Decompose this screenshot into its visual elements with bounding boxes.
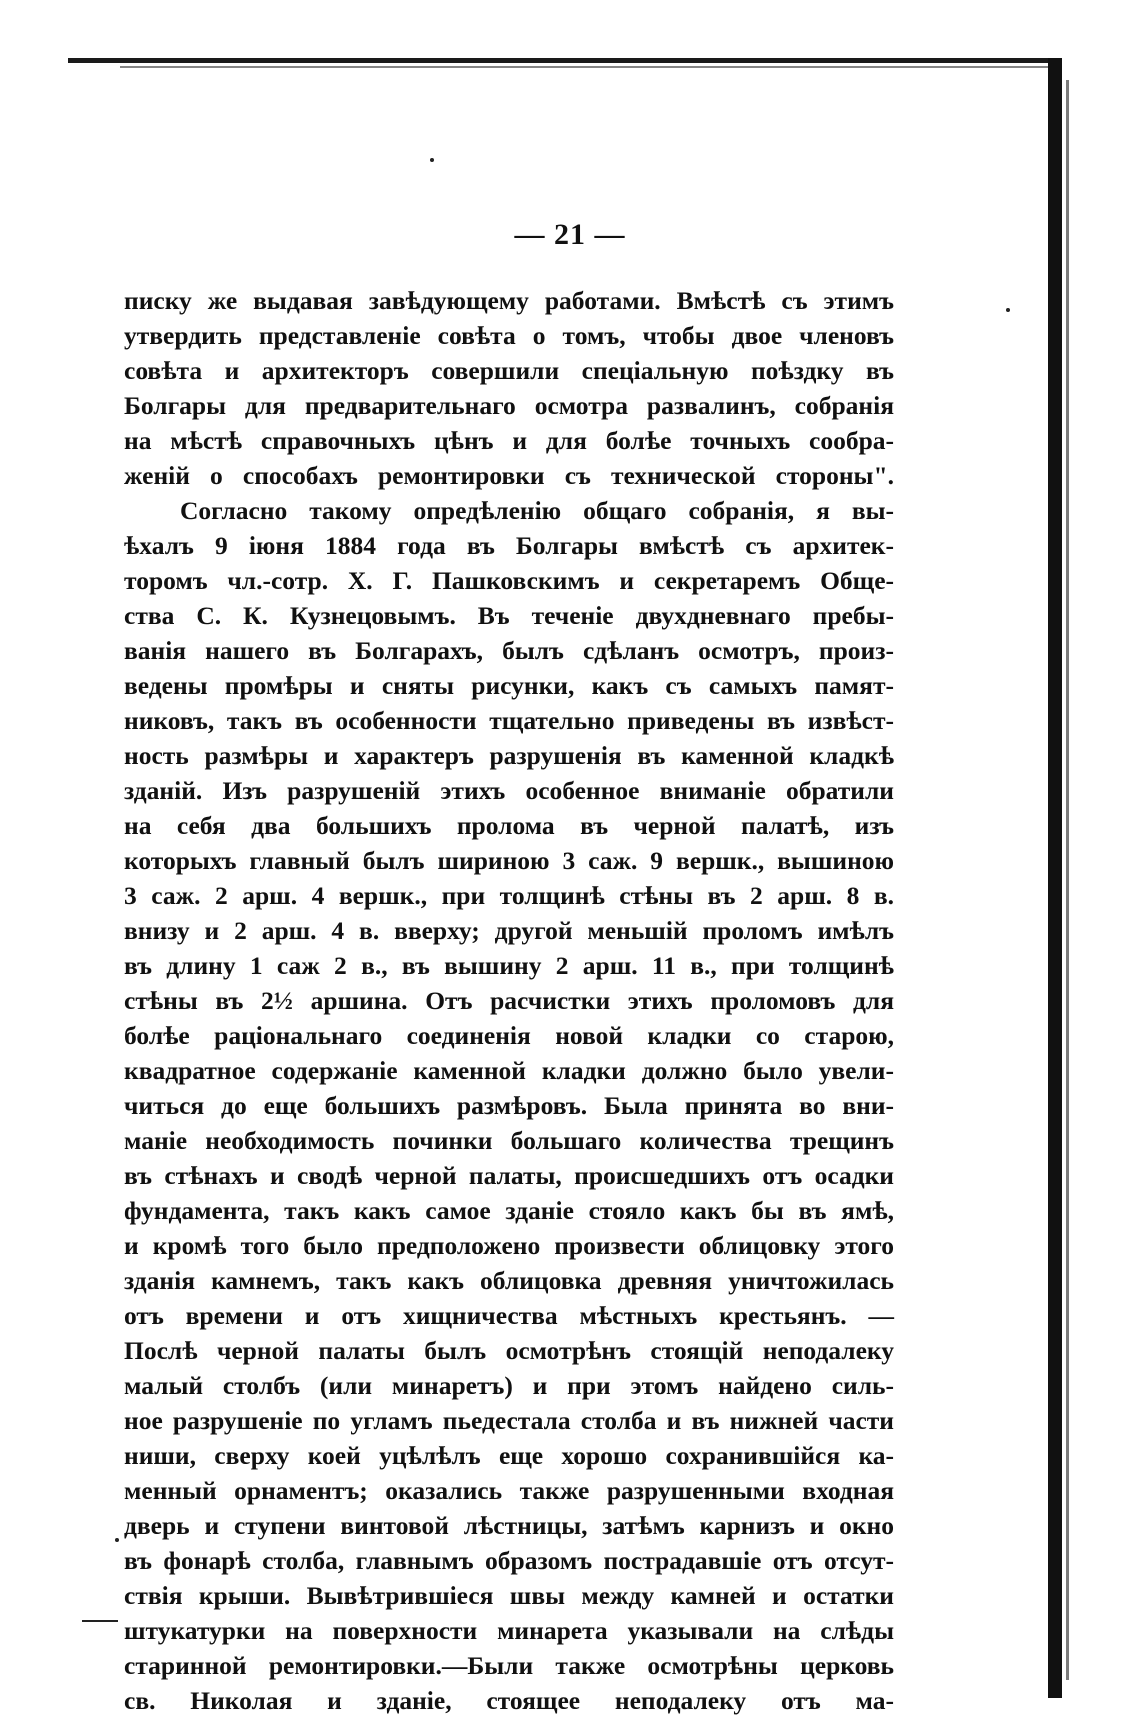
text-line: стѣны въ 2½ аршина. Отъ расчистки этихъ проломовъ для	[124, 986, 894, 1015]
text-line: Послѣ черной палаты былъ осмотрѣнъ стоящій неподалеку	[124, 1336, 894, 1365]
text-line: зданій. Изъ разрушеній этихъ особенное вниманіе обратили	[124, 776, 894, 805]
text-line: утвердить представленіе совѣта о томъ, чтобы двое членовъ	[124, 321, 894, 350]
text-line: женій о способахъ ремонтировки съ технической стороны".	[124, 461, 894, 490]
text-line: квадратное содержаніе каменной кладки должно было увели-	[124, 1056, 894, 1085]
body-text	[124, 283, 894, 1718]
text-line: менный орнаментъ; оказались также разрушенными входная	[124, 1476, 894, 1505]
text-line: торомъ чл.-сотр. Х. Г. Пашковскимъ и секретаремъ Обще-	[124, 566, 894, 595]
text-line: ства С. К. Кузнецовымъ. Въ теченіе двухдневнаго пребы-	[124, 601, 894, 630]
right-page-edge-shadow	[1066, 80, 1069, 1680]
text-line: читься до еще большихъ размѣровъ. Была принята во вни-	[124, 1091, 894, 1120]
text-line: ствія крыши. Вывѣтрившіеся швы между камней и остатки	[124, 1581, 894, 1610]
right-page-edge	[1048, 58, 1062, 1698]
text-line: на себя два большихъ пролома въ черной палатѣ, изъ	[124, 811, 894, 840]
text-line: штукатурки на поверхности минарета указывали на слѣды	[124, 1616, 894, 1645]
text-line: писку же выдавая завѣдующему работами. Вмѣстѣ съ этимъ	[124, 286, 894, 315]
text-line: маніе необходимость починки большаго количества трещинъ	[124, 1126, 894, 1155]
text-line: которыхъ главный былъ шириною 3 саж. 9 вершк., вышиною	[124, 846, 894, 875]
text-line: ведены промѣры и сняты рисунки, какъ съ самыхъ памят-	[124, 671, 894, 700]
top-border-rule	[68, 58, 1058, 63]
text-line: Согласно такому опредѣленію общаго собранія, я вы-	[180, 496, 894, 525]
text-line: въ длину 1 саж 2 в., въ вышину 2 арш. 11 в., при толщинѣ	[124, 951, 894, 980]
text-line: ванія нашего въ Болгарахъ, былъ сдѣланъ осмотръ, произ-	[124, 636, 894, 665]
text-line: внизу и 2 арш. 4 в. вверху; другой меньшій проломъ имѣлъ	[124, 916, 894, 945]
text-line: зданія камнемъ, такъ какъ облицовка древняя уничтожилась	[124, 1266, 894, 1295]
text-line: старинной ремонтировки.—Были также осмотрѣны церковь	[124, 1651, 894, 1680]
text-line: совѣта и архитекторъ совершили спеціальную поѣздку въ	[124, 356, 894, 385]
text-line: ное разрушеніе по угламъ пьедестала столба и въ нижней части	[124, 1406, 894, 1435]
text-line: дверь и ступени винтовой лѣстницы, затѣмъ карнизъ и окно	[124, 1511, 894, 1540]
text-line: отъ времени и отъ хищничества мѣстныхъ крестьянъ. —	[124, 1301, 894, 1330]
text-line: ность размѣры и характеръ разрушенія въ каменной кладкѣ	[124, 741, 894, 770]
text-line: Болгары для предварительнаго осмотра развалинъ, собранія	[124, 391, 894, 420]
ink-speck	[1006, 308, 1010, 312]
text-line: малый столбъ (или минаретъ) и при этомъ найдено силь-	[124, 1371, 894, 1400]
ink-speck	[115, 1538, 119, 1542]
text-line: въ стѣнахъ и сводѣ черной палаты, происшедшихъ отъ осадки	[124, 1161, 894, 1190]
text-line: и кромѣ того было предположено произвести облицовку этого	[124, 1231, 894, 1260]
top-border-shadow	[120, 66, 1050, 68]
text-line: болѣе раціональнаго соединенія новой кладки со старою,	[124, 1021, 894, 1050]
text-line: ѣхалъ 9 іюня 1884 года въ Болгары вмѣстѣ съ архитек-	[124, 531, 894, 560]
text-line: ниши, сверху коей уцѣлѣлъ еще хорошо сохранившійся ка-	[124, 1441, 894, 1470]
text-line: на мѣстѣ справочныхъ цѣнъ и для болѣе точныхъ сообра-	[124, 426, 894, 455]
text-line: фундамента, такъ какъ самое зданіе стояло какъ бы въ ямѣ,	[124, 1196, 894, 1225]
text-line: никовъ, такъ въ особенности тщательно приведены въ извѣст-	[124, 706, 894, 735]
text-line: св. Николая и зданіе, стоящее неподалеку отъ ма-	[124, 1686, 894, 1715]
text-line: въ фонарѣ столба, главнымъ образомъ пострадавшіе отъ отсут-	[124, 1546, 894, 1575]
margin-mark	[82, 1620, 118, 1622]
page-number: — 21 —	[514, 218, 626, 251]
ink-speck	[430, 158, 434, 162]
text-line: 3 саж. 2 арш. 4 вершк., при толщинѣ стѣны въ 2 арш. 8 в.	[124, 881, 894, 910]
